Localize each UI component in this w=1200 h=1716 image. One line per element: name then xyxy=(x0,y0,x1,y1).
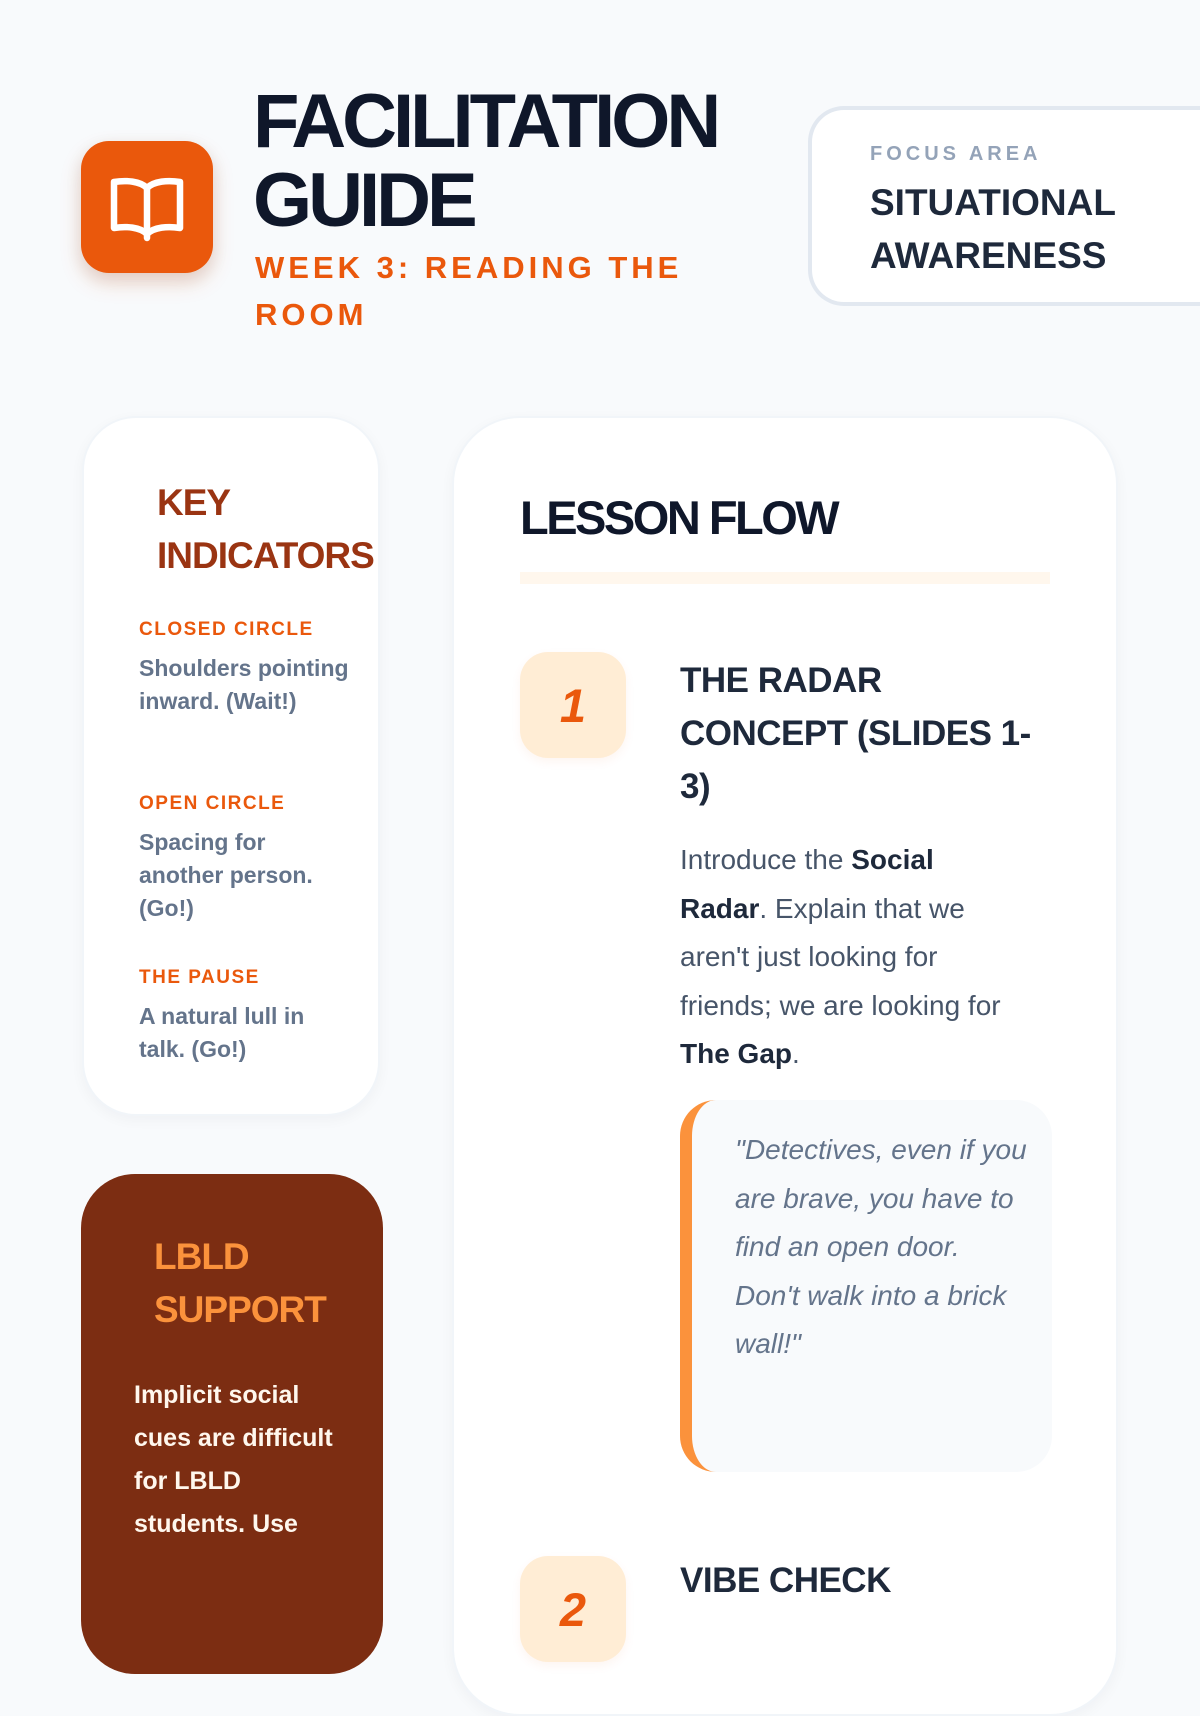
focus-area-card xyxy=(808,106,1200,306)
focus-area-value: SITUATIONAL AWARENESS xyxy=(870,182,1116,276)
indicator-item xyxy=(139,790,354,925)
focus-area-label: FOCUS AREA xyxy=(870,143,1042,165)
lbld-support-title-line-2: SUPPORT xyxy=(154,1289,326,1330)
step-description-text: Introduce the xyxy=(680,844,852,875)
open-book-icon xyxy=(110,172,184,242)
step-number-badge: 1 xyxy=(520,652,626,758)
step-title: VIBE CHECK xyxy=(680,1561,891,1600)
indicator-item xyxy=(139,964,354,1066)
page-title-line-2: GUIDE xyxy=(253,158,474,243)
lesson-flow-title: LESSON FLOW xyxy=(520,491,838,544)
page-subtitle: WEEK 3: READING THE ROOM xyxy=(255,250,683,332)
lbld-support-title xyxy=(154,1230,326,1336)
logo-tile xyxy=(81,141,213,273)
step-description-text: . Explain that we aren't just looking for friends; we are looking for xyxy=(680,892,1001,1021)
step-description-text: . xyxy=(792,1038,800,1069)
lbld-support-text: Implicit social cues are difficult for LBLD students. Use xyxy=(134,1381,333,1538)
key-indicators-title-line-2: INDICATORS xyxy=(157,535,374,576)
key-indicators-title xyxy=(157,476,374,582)
indicator-text: Spacing for another person. (Go!) xyxy=(139,829,313,921)
indicator-label: OPEN CIRCLE xyxy=(139,793,286,814)
indicator-label: THE PAUSE xyxy=(139,967,260,988)
quote-text: "Detectives, even if you are brave, you have to find an open door. Don't walk into a brick wall!" xyxy=(735,1134,1027,1359)
step-title: THE RADAR CONCEPT (SLIDES 1-3) xyxy=(680,661,1031,806)
step-description xyxy=(680,836,1025,1079)
step-description-emphasis: The Gap xyxy=(680,1038,793,1069)
page-title-line-1: FACILITATION xyxy=(253,79,718,164)
step-description-emphasis: Social Radar xyxy=(680,844,934,924)
indicator-text: Shoulders pointing inward. (Wait!) xyxy=(139,655,349,714)
step-number-badge: 2 xyxy=(520,1556,626,1662)
lesson-flow-divider xyxy=(520,572,1050,584)
facilitator-quote xyxy=(680,1100,1052,1472)
lesson-flow-card xyxy=(452,416,1118,1716)
key-indicators-card xyxy=(82,416,380,1116)
indicator-item xyxy=(139,616,354,718)
lbld-support-title-line-1: LBLD xyxy=(154,1236,249,1277)
key-indicators-title-line-1: KEY xyxy=(157,482,231,523)
page-title xyxy=(253,79,718,243)
indicator-label: CLOSED CIRCLE xyxy=(139,619,314,640)
indicator-text: A natural lull in talk. (Go!) xyxy=(139,1003,305,1062)
lbld-support-card xyxy=(81,1174,383,1674)
